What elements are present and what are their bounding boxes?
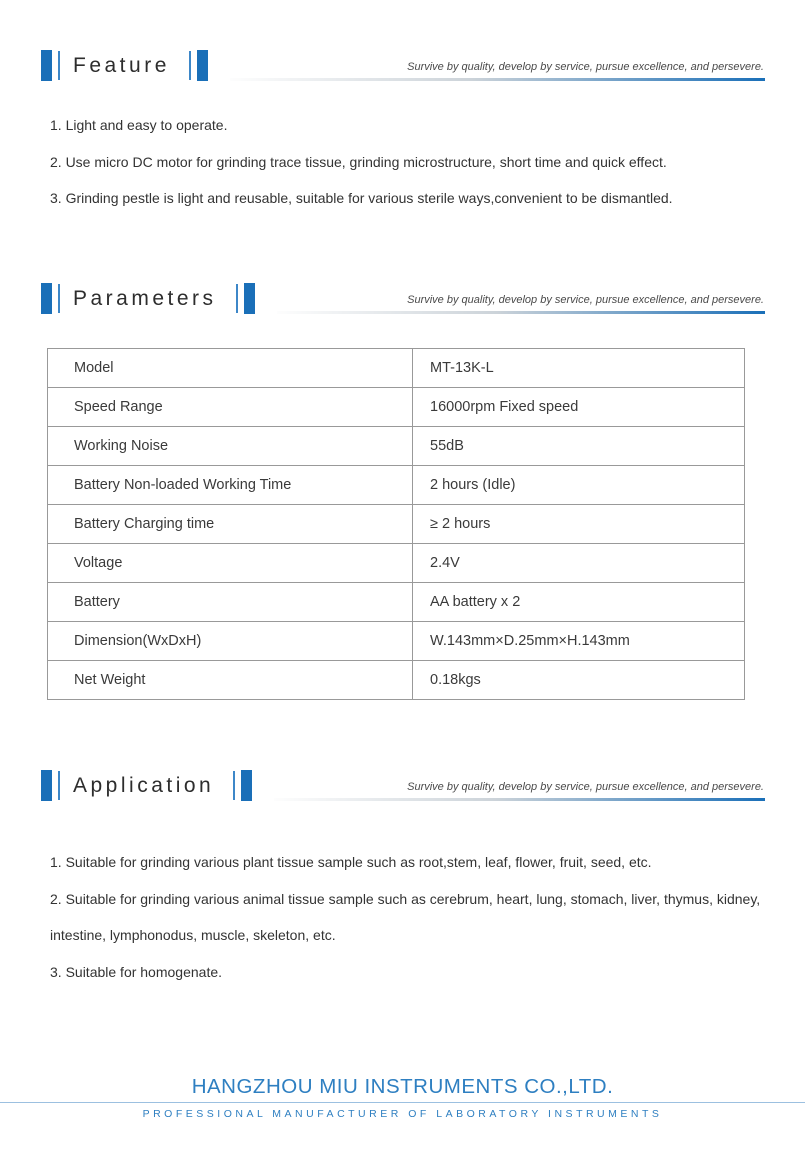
table-row	[48, 622, 745, 661]
table-row	[48, 349, 745, 388]
application-item: 1. Suitable for grinding various plant tissue sample such as root,stem, leaf, flower, fruit, seed, etc.	[50, 854, 652, 870]
feature-list	[50, 107, 766, 217]
feature-header-right	[230, 50, 765, 81]
table-row	[48, 388, 745, 427]
param-value: 2 hours (Idle)	[413, 466, 745, 505]
param-value: 55dB	[413, 427, 745, 466]
param-label: Voltage	[48, 544, 413, 583]
accent-bar-thin-right	[236, 284, 238, 313]
application-list	[50, 844, 766, 990]
feature-item: 3. Grinding pestle is light and reusable, suitable for various sterile ways,convenient to be dismantled.	[50, 190, 673, 206]
application-section-header	[41, 770, 765, 801]
application-item: 3. Suitable for homogenate.	[50, 963, 223, 980]
accent-bar-thick-left	[41, 50, 52, 81]
application-title: Application	[73, 773, 215, 797]
feature-tagline: Survive by quality, develop by service, pursue excellence, and persevere.	[407, 61, 764, 73]
application-heading	[41, 770, 252, 801]
param-label: Net Weight	[48, 661, 413, 700]
param-value: 0.18kgs	[413, 661, 745, 700]
param-value: AA battery x 2	[413, 583, 745, 622]
param-label: Battery Charging time	[48, 505, 413, 544]
table-row	[48, 505, 745, 544]
accent-bar-thick-left	[41, 770, 52, 801]
param-label: Battery Non-loaded Working Time	[48, 466, 413, 505]
feature-section-header	[41, 50, 765, 81]
parameters-section-header	[41, 283, 765, 314]
table-row	[48, 466, 745, 505]
param-value: 16000rpm Fixed speed	[413, 388, 745, 427]
param-value: MT-13K-L	[413, 349, 745, 388]
application-tagline: Survive by quality, develop by service, pursue excellence, and persevere.	[407, 781, 764, 793]
table-row	[48, 661, 745, 700]
footer-company-name: HANGZHOU MIU INSTRUMENTS CO.,LTD.	[191, 1075, 614, 1098]
parameters-tagline: Survive by quality, develop by service, pursue excellence, and persevere.	[407, 294, 764, 306]
gradient-divider	[274, 798, 765, 801]
application-item: 2. Suitable for grinding various animal tissue sample such as cerebrum, heart, lung, stomach, liver, thymus, kidney, intestine, lymphonodus, muscle, skeleton, etc.	[50, 890, 761, 943]
accent-bar-thin-left	[58, 771, 60, 800]
feature-item: 1. Light and easy to operate.	[50, 117, 228, 133]
gradient-divider	[230, 78, 765, 81]
accent-bar-thick-right	[244, 283, 255, 314]
accent-bar-thin-right	[233, 771, 235, 800]
accent-bar-thin-right	[189, 51, 191, 80]
footer-subtitle: PROFESSIONAL MANUFACTURER OF LABORATORY INSTRUMENTS	[142, 1108, 663, 1120]
parameters-header-right	[277, 283, 765, 314]
application-header-right	[274, 770, 765, 801]
accent-bar-thin-left	[58, 284, 60, 313]
accent-bar-thick-left	[41, 283, 52, 314]
parameters-title: Parameters	[73, 286, 217, 310]
table-row	[48, 427, 745, 466]
table-row	[48, 544, 745, 583]
gradient-divider	[277, 311, 765, 314]
feature-heading	[41, 50, 208, 81]
param-label: Working Noise	[48, 427, 413, 466]
param-value: W.143mm×D.25mm×H.143mm	[413, 622, 745, 661]
accent-bar-thick-right	[241, 770, 252, 801]
footer-divider-line	[0, 1102, 805, 1103]
param-label: Model	[48, 349, 413, 388]
param-value: 2.4V	[413, 544, 745, 583]
accent-bar-thick-right	[197, 50, 208, 81]
parameters-heading	[41, 283, 255, 314]
param-value: ≥ 2 hours	[413, 505, 745, 544]
table-row	[48, 583, 745, 622]
feature-title: Feature	[73, 53, 170, 77]
parameters-table-body	[48, 349, 745, 700]
param-label: Battery	[48, 583, 413, 622]
param-label: Dimension(WxDxH)	[48, 622, 413, 661]
feature-item: 2. Use micro DC motor for grinding trace tissue, grinding microstructure, short time and quick effect.	[50, 153, 667, 170]
accent-bar-thin-left	[58, 51, 60, 80]
param-label: Speed Range	[48, 388, 413, 427]
parameters-table	[47, 348, 745, 700]
